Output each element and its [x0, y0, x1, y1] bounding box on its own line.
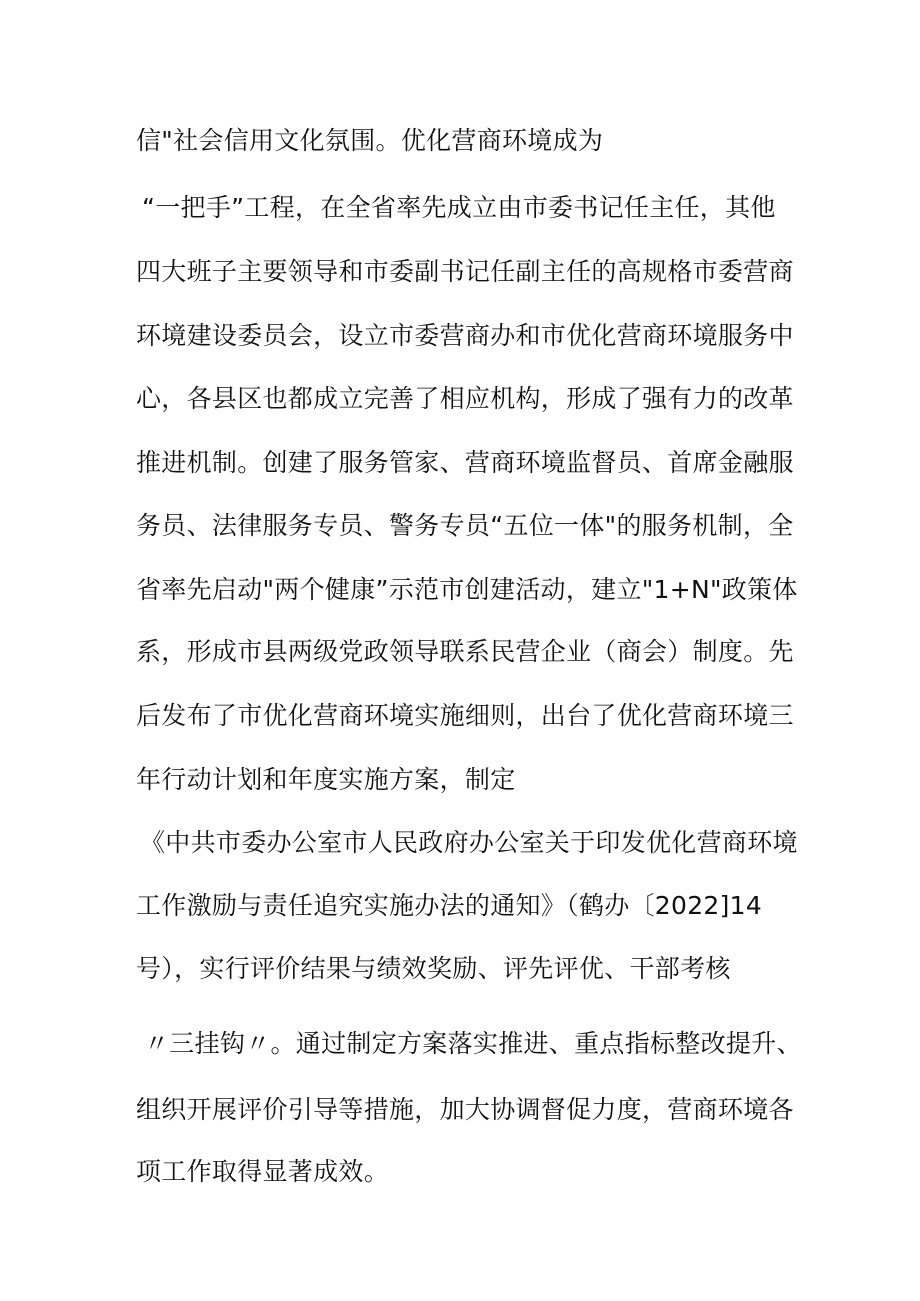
text-line: 务员、法律服务专员、警务专员“五位一体"的服务机制，全: [136, 511, 794, 540]
text-line: 《中共市委办公室市人民政府办公室关于印发优化营商环境: [140, 828, 798, 857]
text-line: 四大班子主要领导和市委副书记任副主任的高规格市委营商: [136, 257, 794, 286]
text-line: 环境建设委员会，设立市委营商办和市优化营商环境服务中: [136, 321, 794, 350]
text-line: 〃三挂钩〃。通过制定方案落实推进、重点指标整改提升、: [144, 1029, 802, 1058]
text-line: 年行动计划和年度实施方案，制定: [136, 765, 516, 794]
text-line: 组织开展评价引导等措施，加大协调督促力度，营商环境各: [136, 1095, 794, 1124]
text-line: 省率先启动"两个健康”示范市创建活动，建立"1+N"政策体: [136, 575, 798, 604]
text-line: 后发布了市优化营商环境实施细则，出台了优化营商环境三: [136, 701, 794, 730]
text-line: “一把手”工程，在全省率先成立由市委书记任主任，其他: [142, 193, 776, 222]
text-line: 号），实行评价结果与绩效奖励、评先评优、干部考核: [136, 954, 731, 983]
text-line: 系，形成市县两级党政领导联系民营企业（商会）制度。先: [136, 637, 794, 666]
text-line: 心，各县区也都成立完善了相应机构，形成了强有力的改革: [136, 384, 794, 413]
text-line: 项工作取得显著成效。: [136, 1157, 390, 1186]
text-line: 推进机制。创建了服务管家、营商环境监督员、首席金融服: [136, 448, 794, 477]
text-line: 工作激励与责任追究实施办法的通知》（鹤办〔2022]14: [136, 891, 763, 920]
text-line: 信"社会信用文化氛围。优化营商环境成为: [136, 126, 604, 155]
